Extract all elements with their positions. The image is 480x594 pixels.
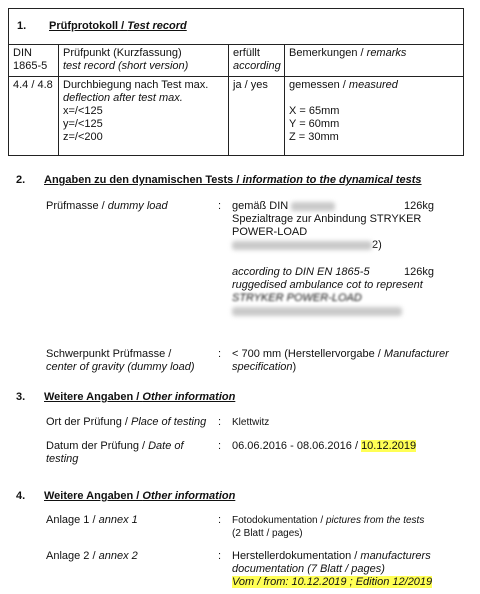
cog-value: < 700 mm (Herstellervorgabe / Manufacturer specification) [232,348,449,373]
redacted-block [232,307,402,316]
table-row [9,77,463,155]
colon: : [218,416,222,428]
place-label: Ort der Prüfung / Place of testing [46,416,207,428]
colon: : [218,348,222,360]
annex-2-label: Anlage 2 / annex 2 [46,550,138,562]
annex-1-label: Anlage 1 / annex 1 [46,514,138,526]
row-point: Durchbiegung nach Test max. deflection after test max. x=/<125 y=/<125 z=/<200 [59,77,229,155]
header-din: DIN 1865-5 [9,45,59,76]
colon: : [218,440,222,452]
header-point: Prüfpunkt (Kurzfassung) test record (short version) [59,45,229,76]
dummy-load-value-de: gemäß DIN 126kg Spezialtrage zur Anbindung STRYKER POWER-LOAD 2) [232,200,434,251]
table-title: Prüfprotokoll / Test record [49,20,187,32]
date-value: 06.06.2016 - 08.06.2016 / 10.12.2019 [232,440,417,452]
row-din: 4.4 / 4.8 [9,77,59,155]
dummy-load-label: Prüfmasse / dummy load [46,200,168,212]
redacted-block [291,202,335,211]
cog-label: Schwerpunkt Prüfmasse / center of gravity (dummy load) [46,348,195,373]
annex-2-highlight: Vom / from: 10.12.2019 ; Edition 12/2019 [232,576,433,588]
colon: : [218,514,222,526]
annex-1-value: Fotodokumentation / pictures from the tests (2 Blatt / pages) [232,515,425,539]
section-2-heading: 2. Angaben zu den dynamischen Tests / information to the dynamical tests [16,174,422,186]
redacted-block [232,241,372,250]
row-fulfilled: ja / yes [229,77,285,155]
table-title-row [9,9,463,45]
section-3-heading: 3. Weitere Angaben / Other information [16,391,236,403]
test-record-table [8,8,464,156]
annex-2-value: Herstellerdokumentation / manufacturers documentation (7 Blatt / pages) Vom / from: 10.12.2019 ; Edition 12/2019 [232,550,433,588]
section-4-heading: 4. Weitere Angaben / Other information [16,490,236,502]
table-header-row [9,45,463,77]
dummy-load-value-en: according to DIN EN 1865-5 126kg ruggedised ambulance cot to represent STRYKER POWER-LOAD [232,266,462,318]
section-number: 1. [17,20,27,32]
date-highlight: 10.12.2019 [361,440,417,452]
header-fulfilled: erfüllt according [229,45,285,76]
date-label: Datum der Prüfung / Date of testing [46,440,184,465]
row-remarks: gemessen / measured X = 65mm Y = 60mm Z = 30mm [289,79,398,143]
colon: : [218,200,222,212]
place-value: Klettwitz [232,417,270,428]
header-remarks: Bemerkungen / remarks [289,47,407,59]
colon: : [218,550,222,562]
